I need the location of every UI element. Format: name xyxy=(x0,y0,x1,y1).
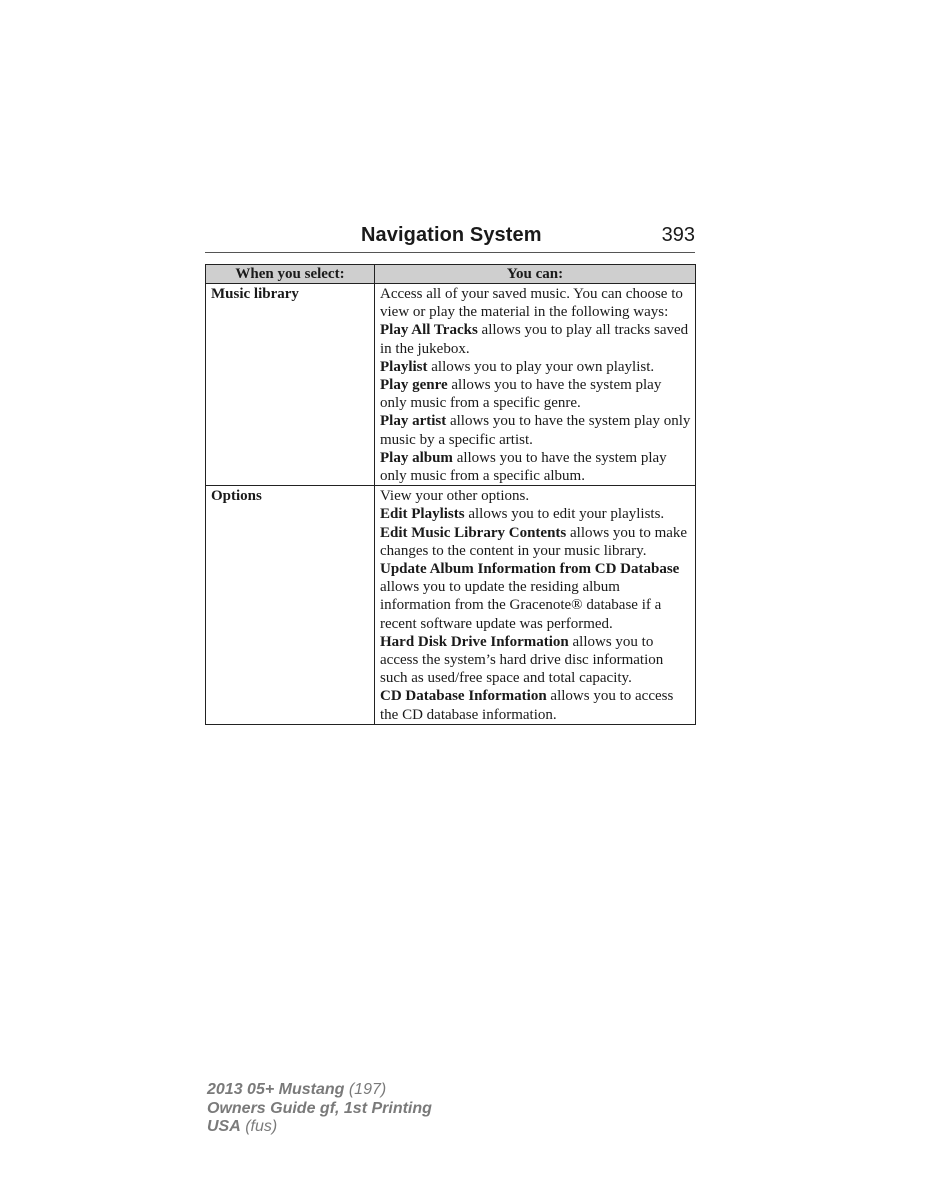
selection-table xyxy=(205,264,696,725)
footer-line-market: USA (fus) xyxy=(207,1118,278,1135)
entry-text: allows you to play all tracks saved in the jukebox. xyxy=(380,322,689,357)
table-row xyxy=(206,284,696,486)
entry-text: Access all of your saved music. You can choose to view or play the material in the following ways: xyxy=(380,286,683,321)
row-selection: Music library xyxy=(206,284,375,486)
column-header-select: When you select: xyxy=(206,265,375,284)
entry-term: Play genre xyxy=(380,377,448,394)
print-footer xyxy=(207,1081,432,1137)
entry-term: Play artist xyxy=(380,413,447,430)
entry-term: Hard Disk Drive Information xyxy=(380,633,569,650)
entry-text: allows you to make changes to the content in your music library. xyxy=(380,524,688,559)
page-number: 393 xyxy=(661,224,695,246)
entry-term: CD Database Information xyxy=(380,688,547,705)
page-title: Navigation System xyxy=(361,224,542,246)
column-header-result: You can: xyxy=(375,265,696,284)
entry-term: Play All Tracks xyxy=(380,322,478,339)
entry xyxy=(380,321,691,357)
footer-line-model: 2013 05+ Mustang (197) xyxy=(207,1081,387,1098)
footer-line-printing: Owners Guide gf, 1st Printing xyxy=(207,1099,432,1117)
entry xyxy=(380,687,691,723)
entry-text: allows you to play your own playlist. xyxy=(427,358,655,375)
entry-term: Edit Music Library Contents xyxy=(380,524,567,541)
row-description xyxy=(375,486,696,725)
entry xyxy=(380,505,691,523)
table-header-row xyxy=(206,265,696,284)
entry xyxy=(380,376,691,412)
table-row xyxy=(206,486,696,725)
entry-text: allows you to have the system play only music from a specific album. xyxy=(380,449,667,485)
entry-term: Playlist xyxy=(380,358,428,375)
entry-text: allows you to access the CD database information. xyxy=(380,688,674,723)
entry xyxy=(380,285,691,321)
entry-text: allows you to have the system play only music from a specific genre. xyxy=(380,377,662,412)
entry-text: allows you to access the system’s hard drive disc information such as used/free space and total capacity. xyxy=(380,633,664,687)
entry-text: View your other options. xyxy=(380,488,530,505)
entry-term: Play album xyxy=(380,449,453,466)
entry xyxy=(380,633,691,688)
entry xyxy=(380,487,691,505)
page-header xyxy=(205,222,695,253)
entry-text: allows you to have the system play only music by a specific artist. xyxy=(380,413,691,448)
row-selection: Options xyxy=(206,486,375,725)
entry xyxy=(380,449,691,485)
entry-term: Edit Playlists xyxy=(380,506,465,523)
entry-text: allows you to update the residing album information from the Gracenote® database if a recent software update was performed. xyxy=(380,579,662,632)
entry xyxy=(380,358,691,376)
entry xyxy=(380,524,691,560)
entry xyxy=(380,560,691,633)
row-description xyxy=(375,284,696,486)
entry-text: allows you to edit your playlists. xyxy=(464,506,665,523)
entry xyxy=(380,412,691,448)
entry-term: Update Album Information from CD Database xyxy=(380,561,680,578)
